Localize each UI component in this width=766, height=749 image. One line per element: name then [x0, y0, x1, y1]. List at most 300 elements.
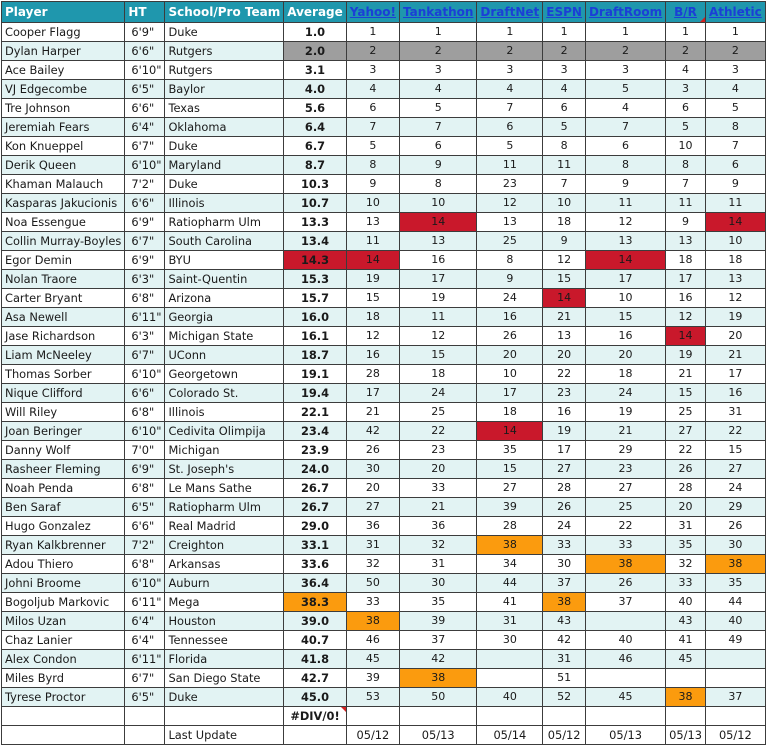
player-name-cell[interactable]: Derik Queen: [2, 156, 125, 175]
rank-cell-draftroom[interactable]: [585, 612, 665, 631]
rank-cell-br[interactable]: 5: [666, 118, 706, 137]
rank-cell-draftnet[interactable]: 41: [477, 593, 543, 612]
rank-cell-espn[interactable]: 3: [543, 61, 586, 80]
team-cell[interactable]: Duke: [165, 175, 284, 194]
height-cell[interactable]: 6'9": [125, 23, 165, 42]
rank-cell-yahoo[interactable]: 17: [346, 384, 399, 403]
team-cell[interactable]: Mega: [165, 593, 284, 612]
rank-cell-draftnet[interactable]: 28: [477, 517, 543, 536]
rank-cell-draftroom[interactable]: 2: [585, 42, 665, 61]
average-cell[interactable]: 5.6: [284, 99, 347, 118]
rank-cell-athletic[interactable]: 19: [705, 308, 765, 327]
height-cell[interactable]: 6'3": [125, 270, 165, 289]
team-cell[interactable]: Baylor: [165, 80, 284, 99]
rank-cell-br[interactable]: 31: [666, 517, 706, 536]
average-cell[interactable]: 42.7: [284, 669, 347, 688]
average-cell[interactable]: 6.4: [284, 118, 347, 137]
team-cell[interactable]: Maryland: [165, 156, 284, 175]
average-cell[interactable]: 16.1: [284, 327, 347, 346]
empty-cell[interactable]: [477, 707, 543, 726]
rank-cell-espn[interactable]: 28: [543, 479, 586, 498]
source-link-athletic[interactable]: Athletic: [708, 5, 762, 19]
rank-cell-draftroom[interactable]: 12: [585, 213, 665, 232]
rank-cell-tankathon[interactable]: 7: [399, 118, 476, 137]
rank-cell-yahoo[interactable]: 36: [346, 517, 399, 536]
empty-cell[interactable]: [165, 707, 284, 726]
source-link-espn[interactable]: ESPN: [546, 5, 582, 19]
average-cell[interactable]: 19.4: [284, 384, 347, 403]
rank-cell-br[interactable]: 40: [666, 593, 706, 612]
rank-cell-athletic[interactable]: 21: [705, 346, 765, 365]
rank-cell-br[interactable]: 27: [666, 422, 706, 441]
rank-cell-br[interactable]: 12: [666, 308, 706, 327]
team-cell[interactable]: Illinois: [165, 194, 284, 213]
rank-cell-tankathon[interactable]: 16: [399, 251, 476, 270]
rank-cell-br[interactable]: [666, 669, 706, 688]
rank-cell-tankathon[interactable]: 2: [399, 42, 476, 61]
rank-cell-draftroom[interactable]: 29: [585, 441, 665, 460]
rank-cell-espn[interactable]: 1: [543, 23, 586, 42]
rank-cell-yahoo[interactable]: 31: [346, 536, 399, 555]
rank-cell-draftroom[interactable]: 23: [585, 460, 665, 479]
update-date-tankathon[interactable]: 05/13: [399, 726, 476, 745]
rank-cell-yahoo[interactable]: 16: [346, 346, 399, 365]
rank-cell-espn[interactable]: 14: [543, 289, 586, 308]
team-cell[interactable]: Rutgers: [165, 61, 284, 80]
rank-cell-draftroom[interactable]: 22: [585, 517, 665, 536]
height-cell[interactable]: 7'2": [125, 175, 165, 194]
player-name-cell[interactable]: Chaz Lanier: [2, 631, 125, 650]
rank-cell-athletic[interactable]: 14: [705, 213, 765, 232]
header-source[interactable]: [666, 2, 706, 23]
average-cell[interactable]: 33.6: [284, 555, 347, 574]
player-name-cell[interactable]: Nique Clifford: [2, 384, 125, 403]
rank-cell-draftnet[interactable]: 44: [477, 574, 543, 593]
player-name-cell[interactable]: Hugo Gonzalez: [2, 517, 125, 536]
rank-cell-tankathon[interactable]: 11: [399, 308, 476, 327]
rank-cell-br[interactable]: 15: [666, 384, 706, 403]
average-cell[interactable]: 19.1: [284, 365, 347, 384]
rank-cell-br[interactable]: 35: [666, 536, 706, 555]
rank-cell-tankathon[interactable]: 4: [399, 80, 476, 99]
update-date-athletic[interactable]: 05/12: [705, 726, 765, 745]
rank-cell-yahoo[interactable]: 27: [346, 498, 399, 517]
rank-cell-espn[interactable]: 33: [543, 536, 586, 555]
height-cell[interactable]: 6'11": [125, 593, 165, 612]
average-cell[interactable]: 24.0: [284, 460, 347, 479]
rank-cell-yahoo[interactable]: 20: [346, 479, 399, 498]
rank-cell-yahoo[interactable]: 7: [346, 118, 399, 137]
rank-cell-draftnet[interactable]: 8: [477, 251, 543, 270]
rank-cell-tankathon[interactable]: 25: [399, 403, 476, 422]
rank-cell-draftnet[interactable]: 27: [477, 479, 543, 498]
rank-cell-draftnet[interactable]: 25: [477, 232, 543, 251]
rank-cell-br[interactable]: 45: [666, 650, 706, 669]
rank-cell-espn[interactable]: 8: [543, 137, 586, 156]
team-cell[interactable]: UConn: [165, 346, 284, 365]
height-cell[interactable]: 6'11": [125, 308, 165, 327]
height-cell[interactable]: 6'9": [125, 213, 165, 232]
rank-cell-draftroom[interactable]: 27: [585, 479, 665, 498]
rank-cell-tankathon[interactable]: 23: [399, 441, 476, 460]
rank-cell-draftnet[interactable]: 12: [477, 194, 543, 213]
rank-cell-draftnet[interactable]: 11: [477, 156, 543, 175]
height-cell[interactable]: 6'7": [125, 346, 165, 365]
height-cell[interactable]: 6'6": [125, 194, 165, 213]
height-cell[interactable]: 6'8": [125, 403, 165, 422]
empty-cell[interactable]: [2, 726, 125, 745]
rank-cell-espn[interactable]: 13: [543, 327, 586, 346]
rank-cell-espn[interactable]: 38: [543, 593, 586, 612]
rank-cell-athletic[interactable]: 27: [705, 460, 765, 479]
rank-cell-yahoo[interactable]: 42: [346, 422, 399, 441]
empty-cell[interactable]: [399, 707, 476, 726]
height-cell[interactable]: 6'6": [125, 99, 165, 118]
average-cell[interactable]: 15.3: [284, 270, 347, 289]
team-cell[interactable]: Florida: [165, 650, 284, 669]
rank-cell-br[interactable]: 18: [666, 251, 706, 270]
average-cell[interactable]: 29.0: [284, 517, 347, 536]
rank-cell-athletic[interactable]: 30: [705, 536, 765, 555]
rank-cell-yahoo[interactable]: 2: [346, 42, 399, 61]
rank-cell-tankathon[interactable]: 30: [399, 574, 476, 593]
rank-cell-athletic[interactable]: 3: [705, 61, 765, 80]
team-cell[interactable]: Arkansas: [165, 555, 284, 574]
rank-cell-draftnet[interactable]: 35: [477, 441, 543, 460]
rank-cell-espn[interactable]: 6: [543, 99, 586, 118]
rank-cell-yahoo[interactable]: 30: [346, 460, 399, 479]
rank-cell-draftroom[interactable]: 8: [585, 156, 665, 175]
rank-cell-br[interactable]: 33: [666, 574, 706, 593]
rank-cell-br[interactable]: 11: [666, 194, 706, 213]
header-source[interactable]: [477, 2, 543, 23]
average-cell[interactable]: 33.1: [284, 536, 347, 555]
empty-cell[interactable]: [543, 707, 586, 726]
height-cell[interactable]: 6'9": [125, 460, 165, 479]
rank-cell-yahoo[interactable]: 11: [346, 232, 399, 251]
rank-cell-athletic[interactable]: 4: [705, 80, 765, 99]
rank-cell-br[interactable]: 1: [666, 23, 706, 42]
player-name-cell[interactable]: Kasparas Jakucionis: [2, 194, 125, 213]
player-name-cell[interactable]: Alex Condon: [2, 650, 125, 669]
height-cell[interactable]: 6'7": [125, 232, 165, 251]
rank-cell-espn[interactable]: 11: [543, 156, 586, 175]
average-cell[interactable]: 2.0: [284, 42, 347, 61]
player-name-cell[interactable]: Noah Penda: [2, 479, 125, 498]
rank-cell-draftnet[interactable]: 7: [477, 99, 543, 118]
rank-cell-br[interactable]: 22: [666, 441, 706, 460]
rank-cell-yahoo[interactable]: 50: [346, 574, 399, 593]
player-name-cell[interactable]: Kon Knueppel: [2, 137, 125, 156]
height-cell[interactable]: 6'6": [125, 42, 165, 61]
height-cell[interactable]: 6'8": [125, 555, 165, 574]
rank-cell-tankathon[interactable]: 9: [399, 156, 476, 175]
average-cell[interactable]: 39.0: [284, 612, 347, 631]
height-cell[interactable]: 6'5": [125, 80, 165, 99]
rank-cell-br[interactable]: 43: [666, 612, 706, 631]
average-cell[interactable]: 23.9: [284, 441, 347, 460]
rank-cell-draftnet[interactable]: 34: [477, 555, 543, 574]
player-name-cell[interactable]: Thomas Sorber: [2, 365, 125, 384]
team-cell[interactable]: Real Madrid: [165, 517, 284, 536]
height-cell[interactable]: 6'10": [125, 61, 165, 80]
average-cell[interactable]: 40.7: [284, 631, 347, 650]
team-cell[interactable]: Houston: [165, 612, 284, 631]
rank-cell-tankathon[interactable]: 20: [399, 460, 476, 479]
rank-cell-br[interactable]: 9: [666, 213, 706, 232]
empty-cell[interactable]: [284, 726, 347, 745]
player-name-cell[interactable]: Carter Bryant: [2, 289, 125, 308]
rank-cell-draftroom[interactable]: 26: [585, 574, 665, 593]
rank-cell-athletic[interactable]: 11: [705, 194, 765, 213]
height-cell[interactable]: 6'4": [125, 631, 165, 650]
rank-cell-draftroom[interactable]: 20: [585, 346, 665, 365]
rank-cell-draftnet[interactable]: 5: [477, 137, 543, 156]
rank-cell-draftroom[interactable]: 1: [585, 23, 665, 42]
rank-cell-br[interactable]: 26: [666, 460, 706, 479]
rank-cell-draftroom[interactable]: 40: [585, 631, 665, 650]
average-cell[interactable]: 6.7: [284, 137, 347, 156]
average-cell[interactable]: 3.1: [284, 61, 347, 80]
rank-cell-draftroom[interactable]: [585, 669, 665, 688]
rank-cell-br[interactable]: 7: [666, 175, 706, 194]
header-ht[interactable]: HT: [125, 2, 165, 23]
empty-cell[interactable]: [125, 707, 165, 726]
rank-cell-tankathon[interactable]: 35: [399, 593, 476, 612]
rank-cell-tankathon[interactable]: 42: [399, 650, 476, 669]
source-link-draftnet[interactable]: DraftNet: [480, 5, 540, 19]
rank-cell-br[interactable]: 38: [666, 688, 706, 707]
rank-cell-draftroom[interactable]: 17: [585, 270, 665, 289]
height-cell[interactable]: 6'10": [125, 156, 165, 175]
rank-cell-espn[interactable]: 26: [543, 498, 586, 517]
rank-cell-tankathon[interactable]: 50: [399, 688, 476, 707]
team-cell[interactable]: Ratiopharm Ulm: [165, 498, 284, 517]
rank-cell-athletic[interactable]: 5: [705, 99, 765, 118]
team-cell[interactable]: Ratiopharm Ulm: [165, 213, 284, 232]
rank-cell-br[interactable]: 14: [666, 327, 706, 346]
player-name-cell[interactable]: Ben Saraf: [2, 498, 125, 517]
rank-cell-yahoo[interactable]: 39: [346, 669, 399, 688]
rank-cell-yahoo[interactable]: 1: [346, 23, 399, 42]
rank-cell-br[interactable]: 13: [666, 232, 706, 251]
rank-cell-draftroom[interactable]: 7: [585, 118, 665, 137]
rank-cell-yahoo[interactable]: 46: [346, 631, 399, 650]
rank-cell-tankathon[interactable]: 39: [399, 612, 476, 631]
height-cell[interactable]: 6'8": [125, 479, 165, 498]
team-cell[interactable]: Texas: [165, 99, 284, 118]
rank-cell-espn[interactable]: 19: [543, 422, 586, 441]
rank-cell-draftnet[interactable]: 31: [477, 612, 543, 631]
rank-cell-espn[interactable]: 27: [543, 460, 586, 479]
rank-cell-athletic[interactable]: 26: [705, 517, 765, 536]
header-team[interactable]: School/Pro Team: [165, 2, 284, 23]
player-name-cell[interactable]: Ace Bailey: [2, 61, 125, 80]
rank-cell-tankathon[interactable]: 3: [399, 61, 476, 80]
average-cell[interactable]: 16.0: [284, 308, 347, 327]
rank-cell-tankathon[interactable]: 31: [399, 555, 476, 574]
average-cell[interactable]: 26.7: [284, 479, 347, 498]
team-cell[interactable]: BYU: [165, 251, 284, 270]
rank-cell-br[interactable]: 17: [666, 270, 706, 289]
player-name-cell[interactable]: Bogoljub Markovic: [2, 593, 125, 612]
rank-cell-draftroom[interactable]: 6: [585, 137, 665, 156]
empty-cell[interactable]: [666, 707, 706, 726]
player-name-cell[interactable]: Cooper Flagg: [2, 23, 125, 42]
player-name-cell[interactable]: Danny Wolf: [2, 441, 125, 460]
rank-cell-athletic[interactable]: 37: [705, 688, 765, 707]
rank-cell-br[interactable]: 6: [666, 99, 706, 118]
rank-cell-draftnet[interactable]: 2: [477, 42, 543, 61]
rank-cell-athletic[interactable]: 15: [705, 441, 765, 460]
team-cell[interactable]: San Diego State: [165, 669, 284, 688]
rank-cell-athletic[interactable]: 2: [705, 42, 765, 61]
rank-cell-espn[interactable]: 21: [543, 308, 586, 327]
rank-cell-tankathon[interactable]: 36: [399, 517, 476, 536]
team-cell[interactable]: Colorado St.: [165, 384, 284, 403]
rank-cell-draftroom[interactable]: 10: [585, 289, 665, 308]
rank-cell-tankathon[interactable]: 1: [399, 23, 476, 42]
average-cell[interactable]: 13.3: [284, 213, 347, 232]
average-cell[interactable]: 22.1: [284, 403, 347, 422]
team-cell[interactable]: Michigan State: [165, 327, 284, 346]
rank-cell-espn[interactable]: 16: [543, 403, 586, 422]
player-name-cell[interactable]: Milos Uzan: [2, 612, 125, 631]
height-cell[interactable]: 6'6": [125, 517, 165, 536]
rank-cell-espn[interactable]: 51: [543, 669, 586, 688]
rank-cell-espn[interactable]: 42: [543, 631, 586, 650]
rank-cell-draftnet[interactable]: 20: [477, 346, 543, 365]
rank-cell-draftnet[interactable]: 26: [477, 327, 543, 346]
team-cell[interactable]: Georgia: [165, 308, 284, 327]
average-cell[interactable]: 26.7: [284, 498, 347, 517]
rank-cell-espn[interactable]: 52: [543, 688, 586, 707]
rank-cell-espn[interactable]: 17: [543, 441, 586, 460]
update-date-yahoo[interactable]: 05/12: [346, 726, 399, 745]
rank-cell-tankathon[interactable]: 14: [399, 213, 476, 232]
rank-cell-br[interactable]: 8: [666, 156, 706, 175]
rank-cell-yahoo[interactable]: 28: [346, 365, 399, 384]
rank-cell-draftnet[interactable]: 15: [477, 460, 543, 479]
rank-cell-yahoo[interactable]: 3: [346, 61, 399, 80]
height-cell[interactable]: 7'2": [125, 536, 165, 555]
rank-cell-draftroom[interactable]: 4: [585, 99, 665, 118]
average-cell[interactable]: 10.3: [284, 175, 347, 194]
rank-cell-yahoo[interactable]: 5: [346, 137, 399, 156]
rank-cell-espn[interactable]: 20: [543, 346, 586, 365]
rank-cell-yahoo[interactable]: 21: [346, 403, 399, 422]
height-cell[interactable]: 6'7": [125, 137, 165, 156]
rank-cell-draftroom[interactable]: 21: [585, 422, 665, 441]
rank-cell-draftnet[interactable]: 23: [477, 175, 543, 194]
rank-cell-yahoo[interactable]: 38: [346, 612, 399, 631]
rank-cell-yahoo[interactable]: 14: [346, 251, 399, 270]
rank-cell-tankathon[interactable]: 13: [399, 232, 476, 251]
source-link-draftroom[interactable]: DraftRoom: [588, 5, 663, 19]
update-date-br[interactable]: 05/13: [666, 726, 706, 745]
rank-cell-draftnet[interactable]: 6: [477, 118, 543, 137]
rank-cell-draftnet[interactable]: [477, 669, 543, 688]
empty-cell[interactable]: [2, 707, 125, 726]
rank-cell-yahoo[interactable]: 45: [346, 650, 399, 669]
rank-cell-draftnet[interactable]: 13: [477, 213, 543, 232]
team-cell[interactable]: Michigan: [165, 441, 284, 460]
height-cell[interactable]: 7'0": [125, 441, 165, 460]
player-name-cell[interactable]: Adou Thiero: [2, 555, 125, 574]
rank-cell-draftroom[interactable]: 46: [585, 650, 665, 669]
height-cell[interactable]: 6'8": [125, 289, 165, 308]
player-name-cell[interactable]: Jase Richardson: [2, 327, 125, 346]
team-cell[interactable]: Oklahoma: [165, 118, 284, 137]
team-cell[interactable]: Tennessee: [165, 631, 284, 650]
rank-cell-draftroom[interactable]: 3: [585, 61, 665, 80]
rank-cell-br[interactable]: 2: [666, 42, 706, 61]
height-cell[interactable]: 6'9": [125, 251, 165, 270]
empty-cell[interactable]: [705, 707, 765, 726]
team-cell[interactable]: Auburn: [165, 574, 284, 593]
rank-cell-br[interactable]: 16: [666, 289, 706, 308]
height-cell[interactable]: 6'10": [125, 422, 165, 441]
rank-cell-athletic[interactable]: 13: [705, 270, 765, 289]
team-cell[interactable]: St. Joseph's: [165, 460, 284, 479]
rank-cell-draftnet[interactable]: 14: [477, 422, 543, 441]
rank-cell-tankathon[interactable]: 10: [399, 194, 476, 213]
rank-cell-espn[interactable]: 30: [543, 555, 586, 574]
rank-cell-yahoo[interactable]: 6: [346, 99, 399, 118]
update-date-draftroom[interactable]: 05/13: [585, 726, 665, 745]
average-cell[interactable]: 10.7: [284, 194, 347, 213]
average-cell[interactable]: 8.7: [284, 156, 347, 175]
team-cell[interactable]: Le Mans Sathe: [165, 479, 284, 498]
rank-cell-athletic[interactable]: 29: [705, 498, 765, 517]
rank-cell-draftnet[interactable]: 4: [477, 80, 543, 99]
player-name-cell[interactable]: VJ Edgecombe: [2, 80, 125, 99]
rank-cell-yahoo[interactable]: 33: [346, 593, 399, 612]
rank-cell-tankathon[interactable]: 17: [399, 270, 476, 289]
rank-cell-draftroom[interactable]: 24: [585, 384, 665, 403]
rank-cell-athletic[interactable]: 6: [705, 156, 765, 175]
rank-cell-br[interactable]: 4: [666, 61, 706, 80]
average-cell[interactable]: 14.3: [284, 251, 347, 270]
rank-cell-yahoo[interactable]: 19: [346, 270, 399, 289]
rank-cell-draftnet[interactable]: 39: [477, 498, 543, 517]
player-name-cell[interactable]: Miles Byrd: [2, 669, 125, 688]
player-name-cell[interactable]: Tre Johnson: [2, 99, 125, 118]
source-link-tankathon[interactable]: Tankathon: [402, 5, 474, 19]
rank-cell-yahoo[interactable]: 4: [346, 80, 399, 99]
rank-cell-yahoo[interactable]: 13: [346, 213, 399, 232]
rank-cell-athletic[interactable]: 16: [705, 384, 765, 403]
height-cell[interactable]: 6'4": [125, 612, 165, 631]
rank-cell-draftroom[interactable]: 15: [585, 308, 665, 327]
rank-cell-espn[interactable]: 24: [543, 517, 586, 536]
rank-cell-br[interactable]: 28: [666, 479, 706, 498]
rank-cell-draftroom[interactable]: 45: [585, 688, 665, 707]
header-source[interactable]: [346, 2, 399, 23]
rank-cell-draftroom[interactable]: 5: [585, 80, 665, 99]
rank-cell-draftnet[interactable]: 40: [477, 688, 543, 707]
player-name-cell[interactable]: Nolan Traore: [2, 270, 125, 289]
team-cell[interactable]: Illinois: [165, 403, 284, 422]
header-average[interactable]: Average: [284, 2, 347, 23]
rank-cell-yahoo[interactable]: 53: [346, 688, 399, 707]
team-cell[interactable]: South Carolina: [165, 232, 284, 251]
rank-cell-athletic[interactable]: [705, 669, 765, 688]
rank-cell-tankathon[interactable]: 18: [399, 365, 476, 384]
height-cell[interactable]: 6'6": [125, 384, 165, 403]
rank-cell-espn[interactable]: 31: [543, 650, 586, 669]
average-error-cell[interactable]: #DIV/0!: [284, 707, 347, 726]
